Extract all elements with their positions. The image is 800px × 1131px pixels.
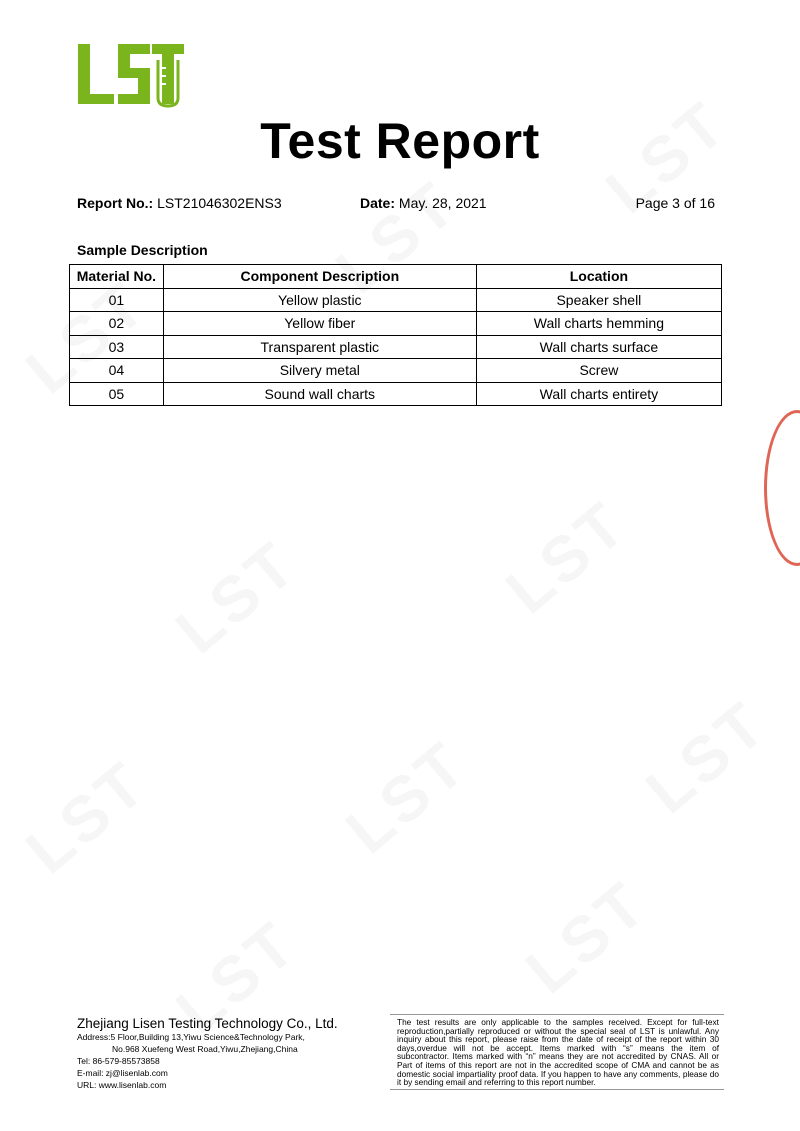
component-cell: Sound wall charts	[163, 382, 476, 406]
component-cell: Silvery metal	[163, 359, 476, 383]
table-row	[70, 312, 722, 336]
footer-disclaimer: The test results are only applicable to the samples received. Except for full-text reproduction,partially reproduced or without the special seal of LST is unlawful. Any inquiry about this report, please raise from the date of receipt of the report within 30 days,overdue will not be accept. Items marked with “s” means the item of subcontractor. Items marked with “n” means they are not accredited by CNAS. All or Part of items of this report are not in the accredited scope of CMA and cannot be as domestic social impartiality proof data. If you happen to have any comments, please do it by sending email and referring to this report number.	[397, 1017, 719, 1088]
material-no-cell: 01	[70, 288, 164, 312]
material-no-cell: 04	[70, 359, 164, 383]
footer-url: URL: www.lisenlab.com	[77, 1080, 167, 1090]
table-row	[70, 335, 722, 359]
report-number: Report No.: LST21046302ENS3	[77, 195, 282, 211]
header-material-no: Material No.	[70, 265, 164, 289]
location-cell: Speaker shell	[476, 288, 721, 312]
table-row	[70, 359, 722, 383]
component-cell: Transparent plastic	[163, 335, 476, 359]
footer-email: E-mail: zj@lisenlab.com	[77, 1068, 168, 1078]
sample-description-table	[69, 264, 722, 406]
footer-tel: Tel: 86-579-85573858	[77, 1056, 160, 1066]
report-date: Date: May. 28, 2021	[360, 195, 487, 211]
lst-logo	[76, 42, 186, 108]
page-title: Test Report	[260, 113, 540, 169]
location-cell: Wall charts entirety	[476, 382, 721, 406]
table-row	[70, 382, 722, 406]
material-no-cell: 05	[70, 382, 164, 406]
header-component-description: Component Description	[163, 265, 476, 289]
location-cell: Wall charts surface	[476, 335, 721, 359]
footer-company-name: Zhejiang Lisen Testing Technology Co., Ltd.	[77, 1016, 338, 1031]
section-title: Sample Description	[77, 242, 208, 258]
location-cell: Screw	[476, 359, 721, 383]
official-seal	[764, 410, 800, 566]
table-header-row	[70, 265, 722, 289]
table-row	[70, 288, 722, 312]
header-location: Location	[476, 265, 721, 289]
footer-address-line1: Address:5 Floor,Building 13,Yiwu Science&Technology Park,	[77, 1032, 305, 1042]
component-cell: Yellow fiber	[163, 312, 476, 336]
location-cell: Wall charts hemming	[476, 312, 721, 336]
material-no-cell: 02	[70, 312, 164, 336]
material-no-cell: 03	[70, 335, 164, 359]
footer-address-line2: No.968 Xuefeng West Road,Yiwu,Zhejiang,China	[112, 1044, 298, 1054]
page-number: Page 3 of 16	[635, 195, 715, 211]
component-cell: Yellow plastic	[163, 288, 476, 312]
